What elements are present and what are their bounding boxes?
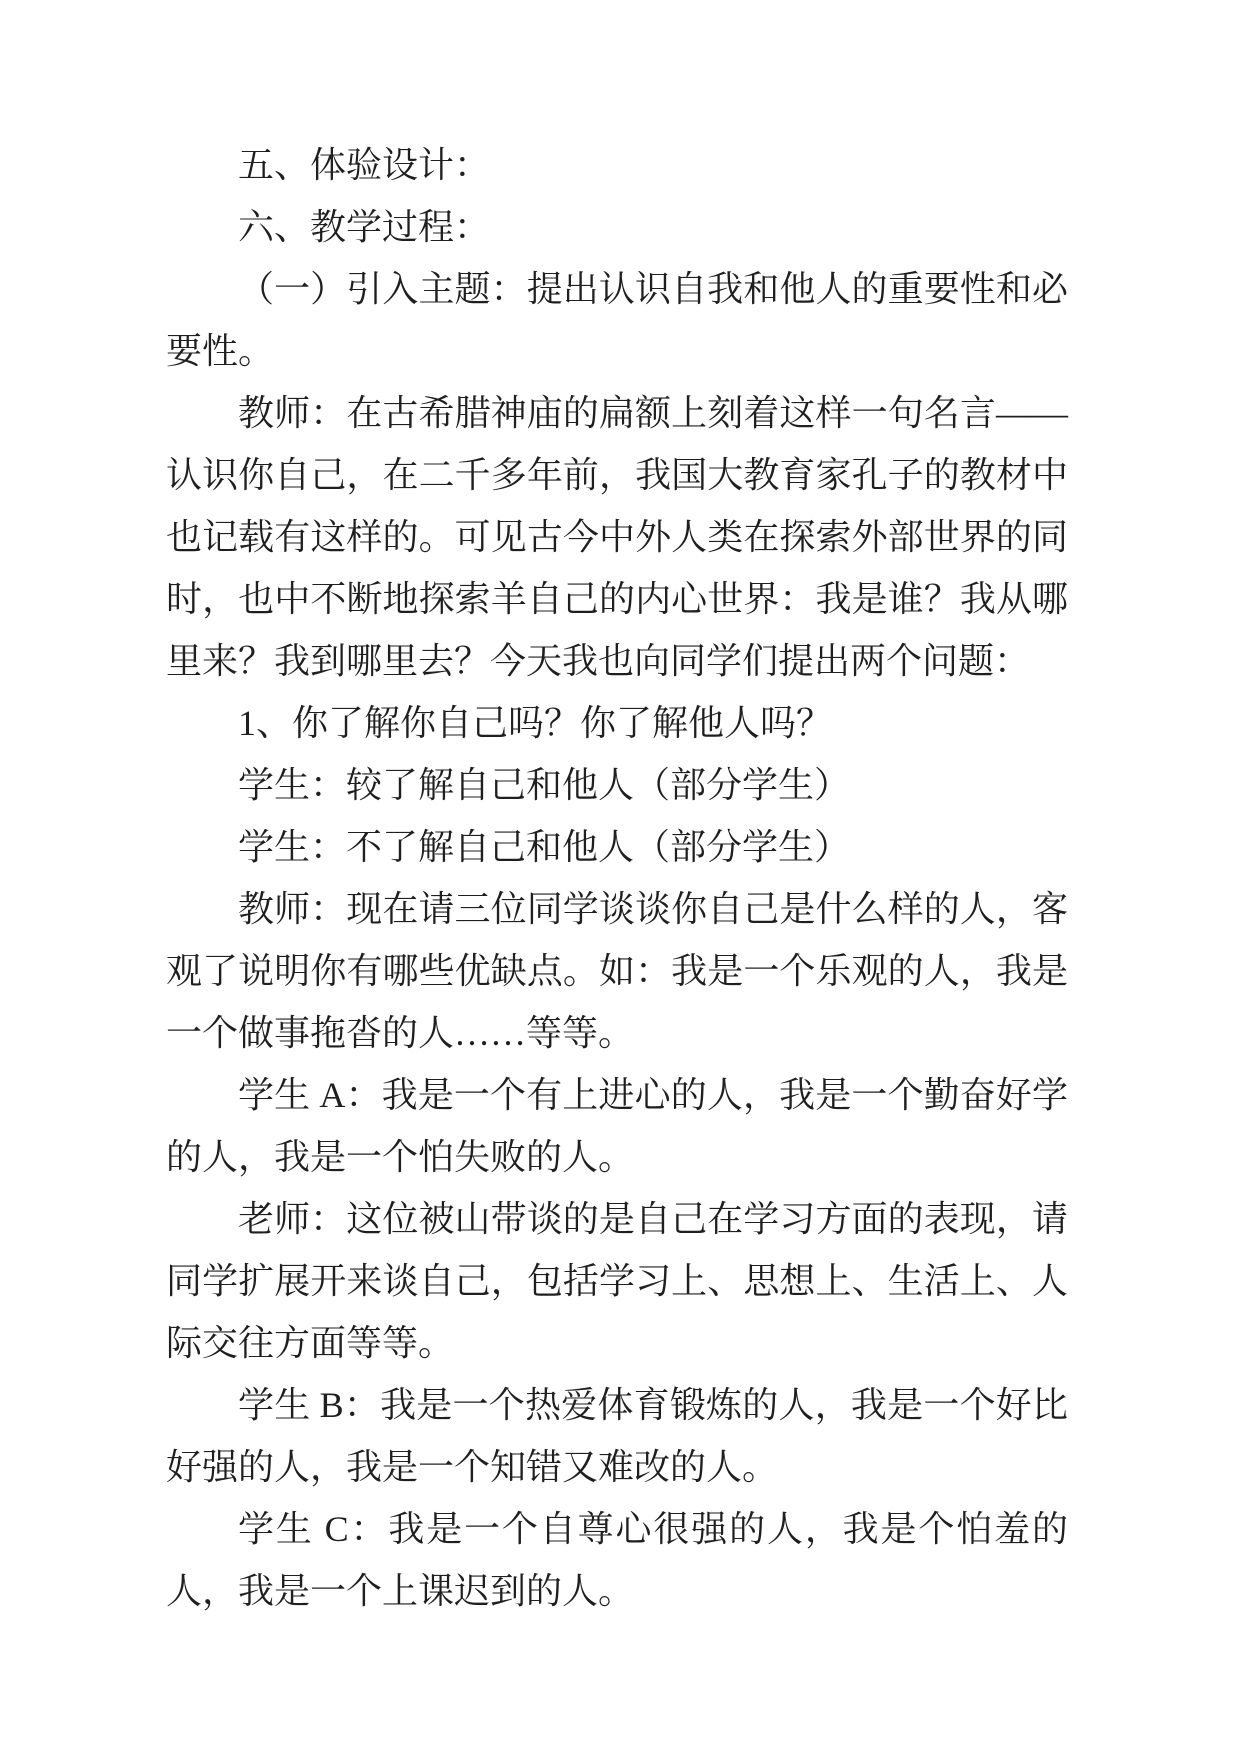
student-c-paragraph: 学生 C：我是一个自尊心很强的人，我是个怕羞的人，我是一个上课迟到的人。 [166,1509,1068,1611]
document-text-block [166,134,1068,1622]
teacher-intro-paragraph: 教师：在古希腊神庙的扁额上刻着这样一句名言——认识你自己，在二千多年前，我国大教育家孔子的教材中也记载有这样的。可见古今中外人类在探索外部世界的同时，也中不断地探索羊自己的内心世界：我是谁？我从哪里来？我到哪里去？今天我也向同学们提出两个问题： [166,393,1068,681]
teacher-prompt-paragraph: 教师：现在请三位同学谈谈你自己是什么样的人，客观了说明你有哪些优缺点。如：我是一个乐观的人，我是一个做事拖沓的人……等等。 [166,889,1068,1053]
student-answer-1-paragraph: 学生：较了解自己和他人（部分学生） [238,765,851,805]
student-a-paragraph: 学生 A：我是一个有上进心的人，我是一个勤奋好学的人，我是一个怕失败的人。 [166,1075,1068,1177]
section-heading-5: 五、体验设计： [238,145,491,185]
student-b-paragraph: 学生 B：我是一个热爱体育锻炼的人，我是一个好比好强的人，我是一个知错又难改的人。 [166,1385,1068,1487]
student-answer-2-paragraph: 学生：不了解自己和他人（部分学生） [238,827,851,867]
subsection-heading: （一）引入主题：提出认识自我和他人的重要性和必要性。 [166,269,1068,371]
question-1-paragraph: 1、你了解你自己吗？你了解他人吗？ [238,703,833,743]
section-heading-6: 六、教学过程： [238,207,491,247]
teacher-feedback-paragraph: 老师：这位被山带谈的是自己在学习方面的表现，请同学扩展开来谈自己，包括学习上、思想上、生活上、人际交往方面等等。 [166,1199,1068,1363]
